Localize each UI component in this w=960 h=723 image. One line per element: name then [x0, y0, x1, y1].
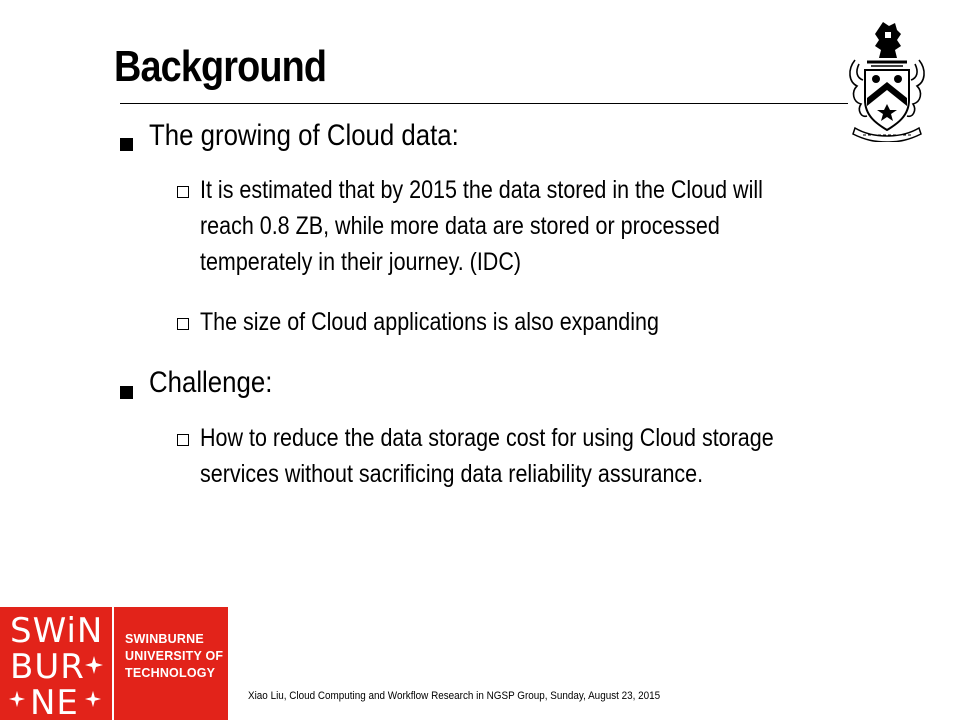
logo-name-line: SWINBURNE	[125, 632, 204, 646]
sub-bullet-line: The size of Cloud applications is also expanding	[200, 308, 659, 336]
star-icon	[84, 655, 104, 675]
logo-mark-line: SWiN	[10, 611, 104, 651]
university-crest-icon	[845, 20, 929, 142]
bullet-text: The growing of Cloud data:	[149, 119, 459, 152]
bullet-text: Challenge:	[149, 366, 273, 399]
logo-name-line: TECHNOLOGY	[125, 666, 216, 680]
logo-mark	[0, 607, 112, 723]
logo-mark-line: NE	[30, 683, 79, 723]
slide-title: Background	[114, 42, 327, 91]
filled-square-bullet-icon	[120, 138, 133, 151]
logo-mark-line: BUR	[10, 647, 85, 687]
sub-bullet-line: How to reduce the data storage cost for using Cloud storage	[200, 424, 774, 452]
sub-bullet-line: services without sacrificing data reliability assurance.	[200, 460, 704, 488]
star-icon	[84, 690, 102, 708]
logo-university-name	[125, 631, 223, 682]
sub-bullet-line: reach 0.8 ZB, while more data are stored or processed	[200, 212, 720, 240]
hollow-square-bullet-icon	[177, 434, 189, 446]
sub-bullet-line: temperately in their journey. (IDC)	[200, 248, 522, 276]
swinburne-logo	[0, 607, 228, 723]
slide-footer: Xiao Liu, Cloud Computing and Workflow Research in NGSP Group, Sunday, August 23, 2015	[248, 690, 661, 702]
title-divider	[120, 103, 848, 104]
logo-divider	[112, 607, 114, 720]
filled-square-bullet-icon	[120, 386, 133, 399]
logo-name-line: UNIVERSITY OF	[125, 649, 224, 663]
hollow-square-bullet-icon	[177, 318, 189, 330]
hollow-square-bullet-icon	[177, 186, 189, 198]
sub-bullet-line: It is estimated that by 2015 the data stored in the Cloud will	[200, 176, 763, 204]
star-icon	[8, 690, 26, 708]
